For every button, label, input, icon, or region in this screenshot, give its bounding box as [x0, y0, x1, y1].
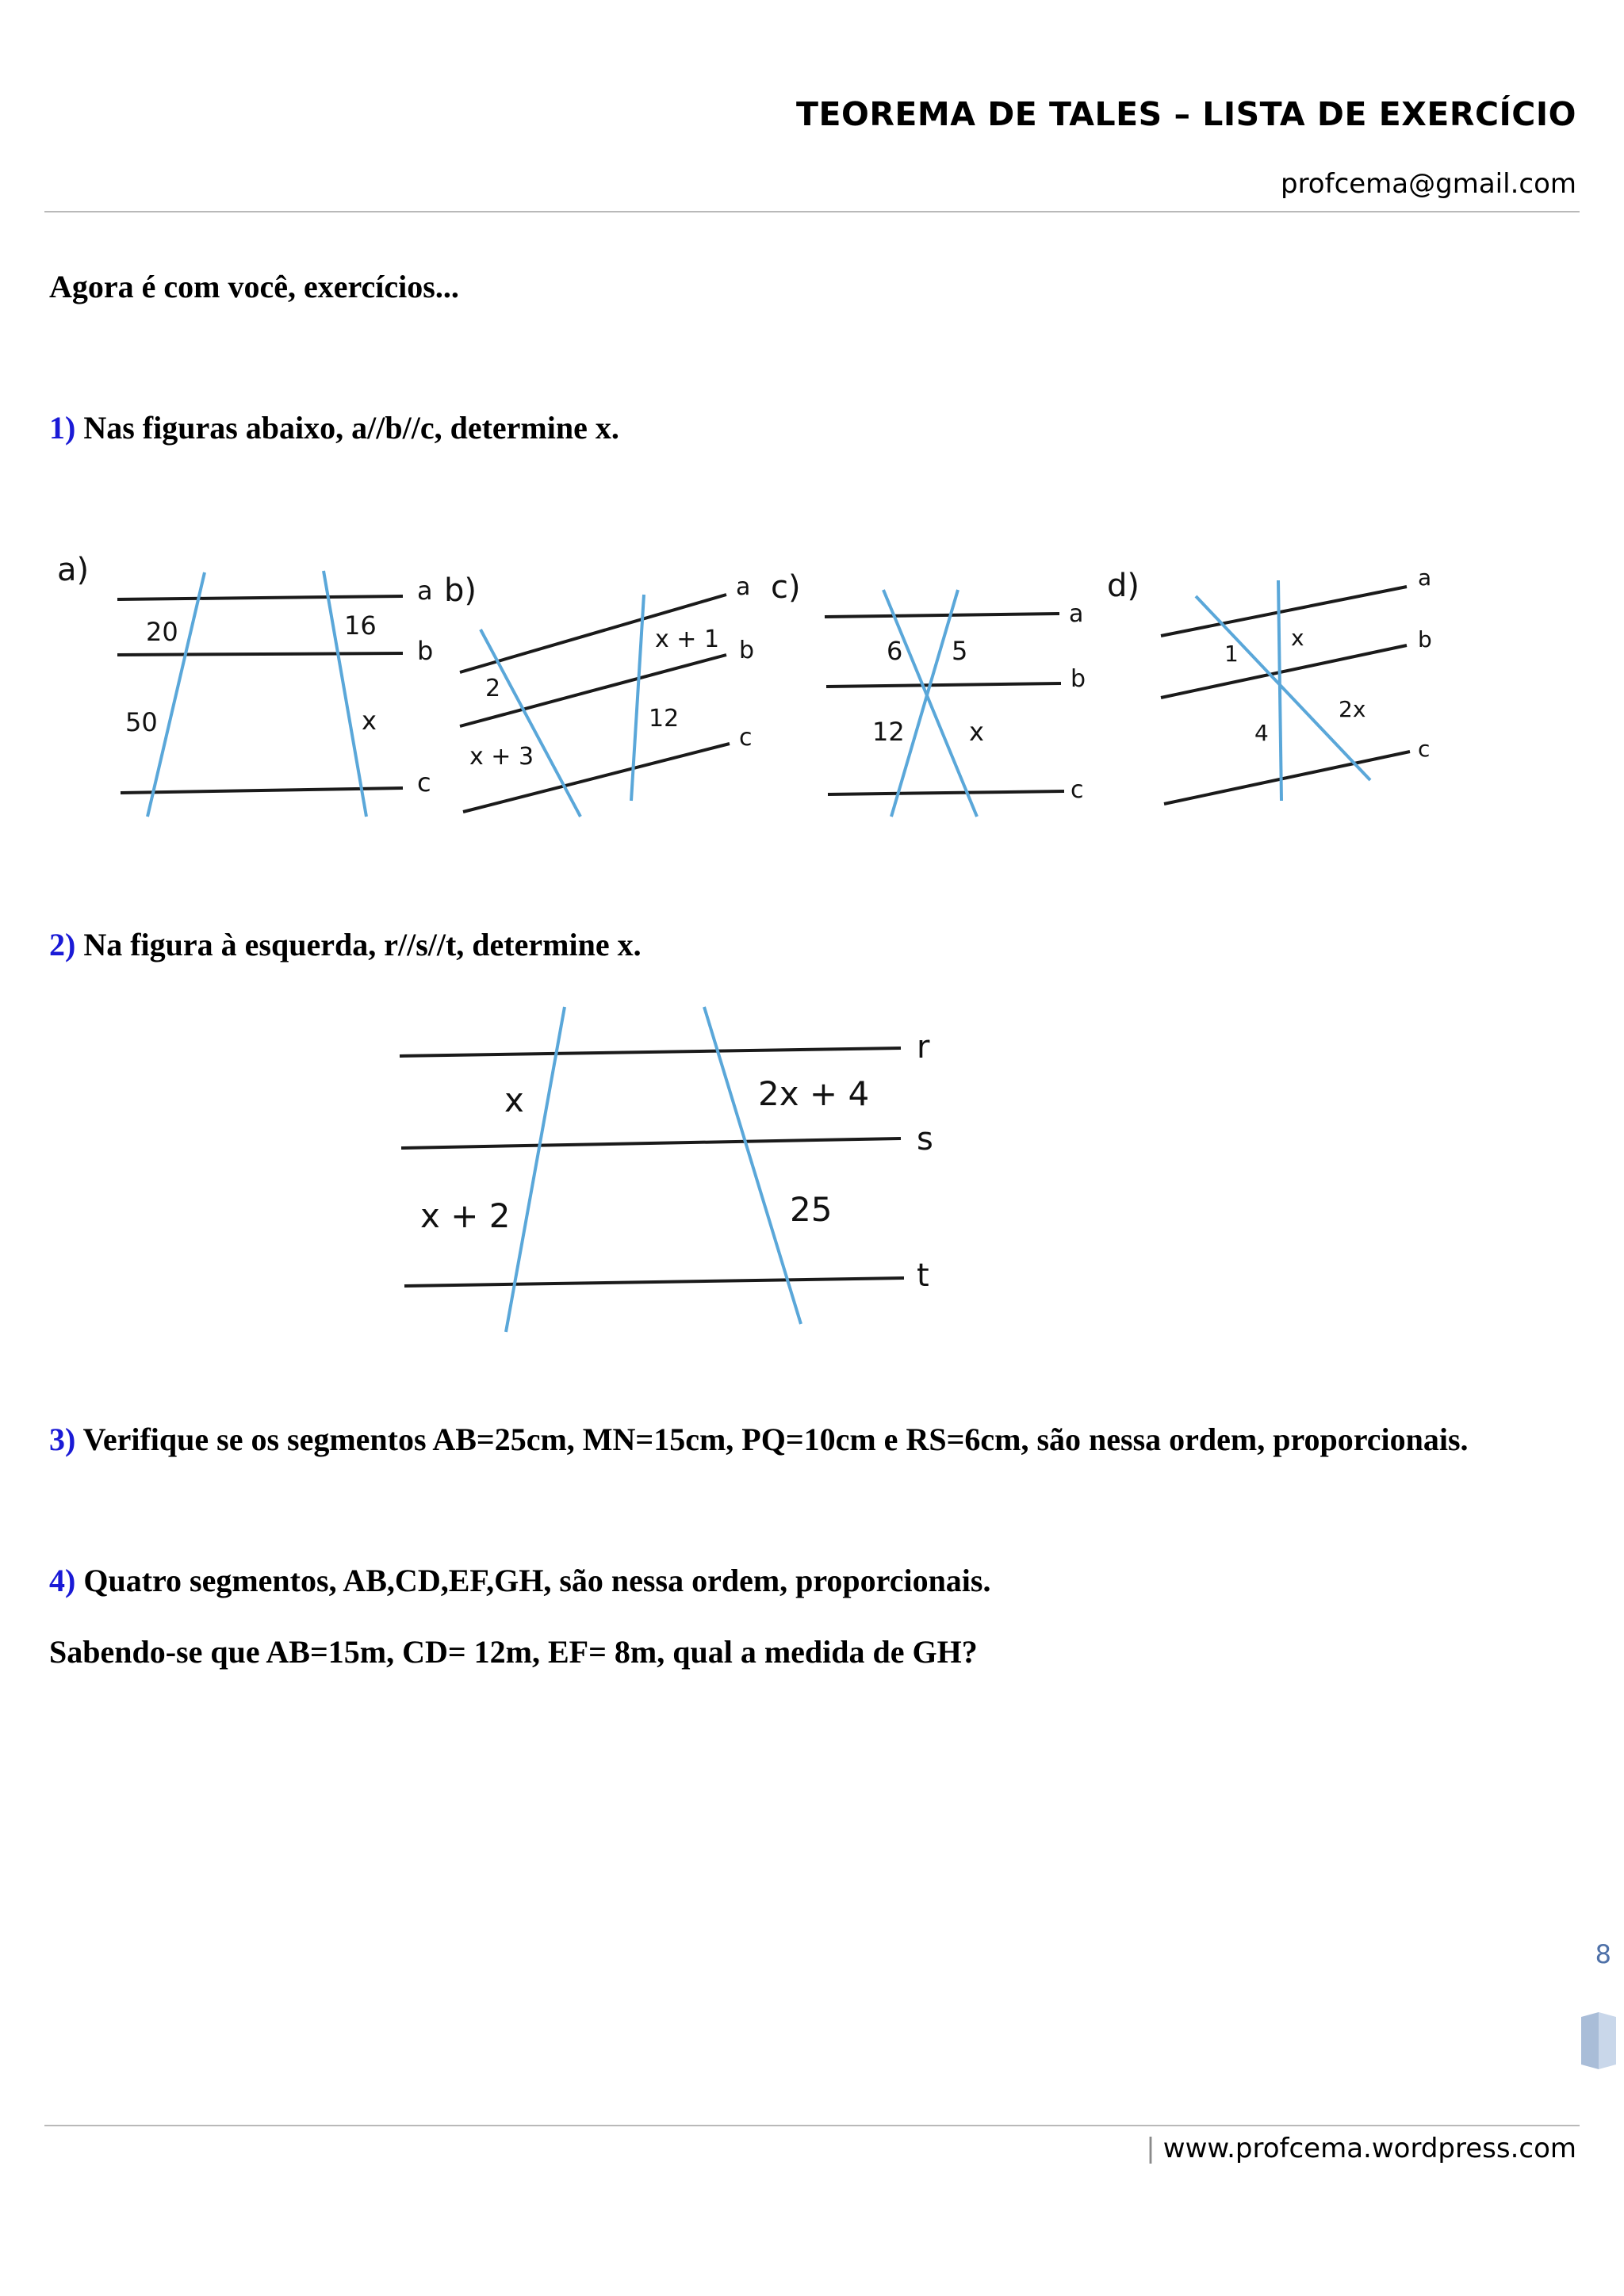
question-1-text: Nas figuras abaixo, a//b//c, determine x.: [75, 410, 619, 446]
footer-separator: |: [1146, 2133, 1155, 2164]
figure-q2-value-25: 25: [790, 1190, 833, 1229]
figure-d-transversal-1: [1196, 596, 1370, 780]
figure-d-value-2x: 2x: [1339, 696, 1366, 722]
figure-a-value-16: 16: [344, 610, 377, 641]
figure-c-line-b-label: b: [1071, 665, 1086, 693]
figure-a-line-a: [117, 596, 403, 599]
figure-q2-line-s: [401, 1138, 901, 1148]
figure-q2-value-2x-plus-4: 2x + 4: [758, 1074, 870, 1113]
figure-b-value-2: 2: [485, 675, 501, 702]
figure-d-line-b-label: b: [1418, 626, 1432, 652]
question-2: [49, 926, 642, 963]
figure-q2-line-t-label: t: [917, 1257, 929, 1294]
question-2-text: Na figura à esquerda, r//s//t, determine x.: [75, 927, 642, 962]
figure-c-transversal-1: [883, 590, 977, 817]
figure-c-line-c-label: c: [1071, 776, 1084, 804]
figure-q2-value-x-plus-2: x + 2: [420, 1196, 511, 1235]
page-corner-decoration-icon: [1578, 2011, 1619, 2071]
figure-b-value-12: 12: [649, 705, 680, 733]
figure-a-line-b: [117, 653, 403, 655]
figure-c-transversal-2: [891, 590, 958, 817]
figure-b-line-b-label: b: [739, 637, 755, 664]
question-2-number: 2): [49, 927, 76, 962]
figure-d-value-4: 4: [1254, 720, 1269, 746]
figure-b-value-x-plus-3: x + 3: [469, 743, 534, 771]
figure-c-line-c: [828, 791, 1064, 794]
figure-a-label: a): [57, 552, 90, 588]
question-3: [49, 1421, 1469, 1458]
figure-d-line-a: [1161, 587, 1407, 636]
figures-q1: [48, 547, 1443, 832]
figure-q2-transversal-2: [704, 1007, 801, 1324]
intro-text: Agora é com você, exercícios...: [49, 269, 459, 304]
footer-website: www.profcema.wordpress.com: [1162, 2133, 1576, 2164]
figure-q2: [381, 991, 983, 1340]
figure-q2-line-s-label: s: [917, 1121, 933, 1158]
page-number: 8: [1595, 1939, 1611, 1969]
figure-c-label: c): [771, 569, 801, 606]
figure-b-value-x-plus-1: x + 1: [655, 626, 720, 653]
figure-d-line-a-label: a: [1418, 564, 1432, 591]
figure-b-line-a-label: a: [736, 573, 751, 601]
figure-q2-line-r: [400, 1048, 901, 1056]
question-4-text: Quatro segmentos, AB,CD,EF,GH, são nessa ordem, proporcionais.: [75, 1563, 991, 1598]
figure-a-line-b-label: b: [417, 636, 434, 666]
figure-d-line-c: [1164, 752, 1410, 804]
question-4-number: 4): [49, 1563, 76, 1598]
question-3-number: 3): [49, 1422, 76, 1457]
figure-a-line-a-label: a: [417, 576, 433, 606]
figure-b-transversal-1: [481, 629, 580, 817]
figure-c-value-12: 12: [872, 717, 905, 747]
figure-c-line-b: [826, 683, 1061, 687]
figure-d-line-c-label: c: [1418, 736, 1431, 762]
question-4: [49, 1562, 991, 1599]
figure-b: [444, 572, 754, 817]
question-1: [49, 409, 619, 446]
figure-b-transversal-2: [631, 595, 644, 801]
figure-q2-line-r-label: r: [917, 1029, 930, 1066]
figure-d-value-x: x: [1291, 625, 1304, 651]
figure-q2-line-t: [404, 1278, 904, 1286]
question-3-text: Verifique se os segmentos AB=25cm, MN=15cm, PQ=10cm e RS=6cm, são nessa ordem, proporcionais.: [75, 1422, 1469, 1457]
figure-c: [771, 569, 1086, 817]
figure-a: [57, 552, 433, 817]
question-1-number: 1): [49, 410, 76, 446]
figure-a-value-x: x: [362, 706, 377, 736]
figure-c-line-a: [825, 614, 1059, 617]
figure-a-value-20: 20: [146, 617, 178, 647]
question-4-line-2: Sabendo-se que AB=15m, CD= 12m, EF= 8m, qual a medida de GH?: [49, 1634, 978, 1670]
header-divider: [44, 211, 1580, 212]
footer: [1146, 2133, 1576, 2164]
figure-a-transversal-2: [324, 571, 366, 817]
figure-c-line-a-label: a: [1069, 600, 1084, 628]
figure-a-line-c-label: c: [417, 767, 431, 798]
figure-q2-value-x: x: [504, 1081, 524, 1119]
figure-a-value-50: 50: [125, 707, 158, 737]
figure-d-label: d): [1107, 568, 1139, 604]
document-title: TEOREMA DE TALES – LISTA DE EXERCÍCIO: [795, 95, 1576, 133]
footer-divider: [44, 2125, 1580, 2126]
author-email: profcema@gmail.com: [1280, 168, 1576, 200]
figure-d: [1107, 564, 1432, 804]
figure-b-line-c-label: c: [739, 724, 753, 752]
figure-a-transversal-1: [147, 572, 205, 817]
figure-d-value-1: 1: [1224, 641, 1239, 667]
figure-b-label: b): [444, 572, 477, 609]
figure-c-value-5: 5: [952, 636, 968, 666]
figure-c-value-6: 6: [887, 636, 903, 666]
figure-c-value-x: x: [969, 717, 984, 747]
